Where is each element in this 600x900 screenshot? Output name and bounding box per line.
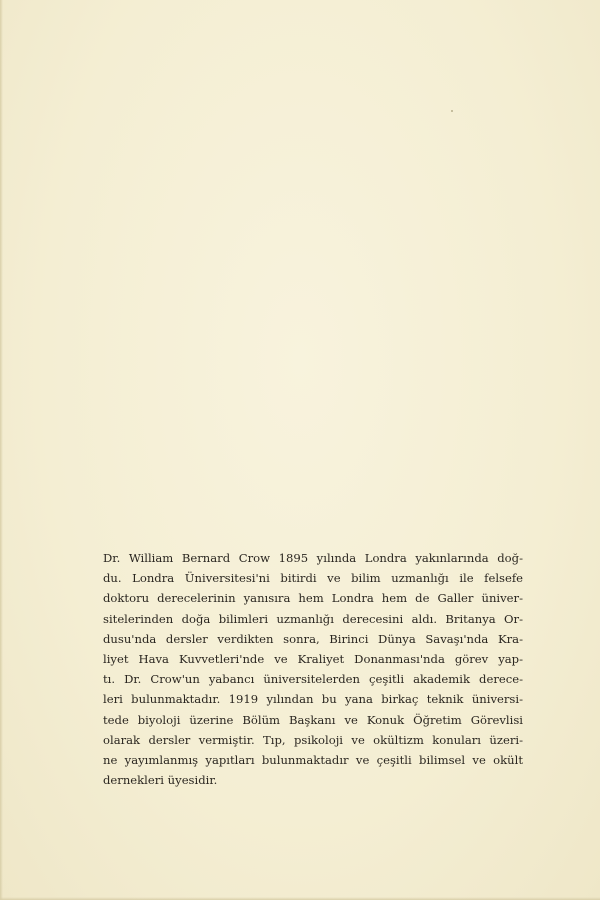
- biography-line: tede biyoloji üzerine Bölüm Başkanı ve Konuk Öğretim Görevlisi: [103, 712, 523, 727]
- biography-line: du. Londra Üniversitesi'ni bitirdi ve bilim uzmanlığı ile felsefe: [103, 571, 523, 586]
- author-biography: [103, 548, 523, 790]
- biography-line: tı. Dr. Crow'un yabancı üniversitelerden çeşitli akademik derece-: [103, 672, 523, 687]
- biography-line: leri bulunmaktadır. 1919 yılından bu yana birkaç teknik üniversi-: [103, 692, 523, 707]
- biography-line: dernekleri üyesidir.: [103, 773, 218, 788]
- biography-line: Dr. William Bernard Crow 1895 yılında Londra yakınlarında doğ-: [103, 551, 523, 565]
- biography-line: ne yayımlanmış yapıtları bulunmaktadır ve çeşitli bilimsel ve okült: [103, 752, 523, 767]
- biography-line: liyet Hava Kuvvetleri'nde ve Kraliyet Donanması'nda görev yap-: [103, 651, 523, 666]
- biography-line: dusu'nda dersler verdikten sonra, Birinci Dünya Savaşı'nda Kra-: [103, 631, 523, 646]
- page-edge-shadow: [0, 0, 3, 900]
- biography-line: sitelerinden doğa bilimleri uzmanlığı derecesini aldı. Britanya Or-: [103, 611, 523, 626]
- biography-line: doktoru derecelerinin yanısıra hem Londra hem de Galler üniver-: [103, 591, 523, 606]
- biography-line: olarak dersler vermiştir. Tıp, psikoloji ve okültizm konuları üzeri-: [103, 732, 523, 747]
- paper-speck: [451, 110, 453, 112]
